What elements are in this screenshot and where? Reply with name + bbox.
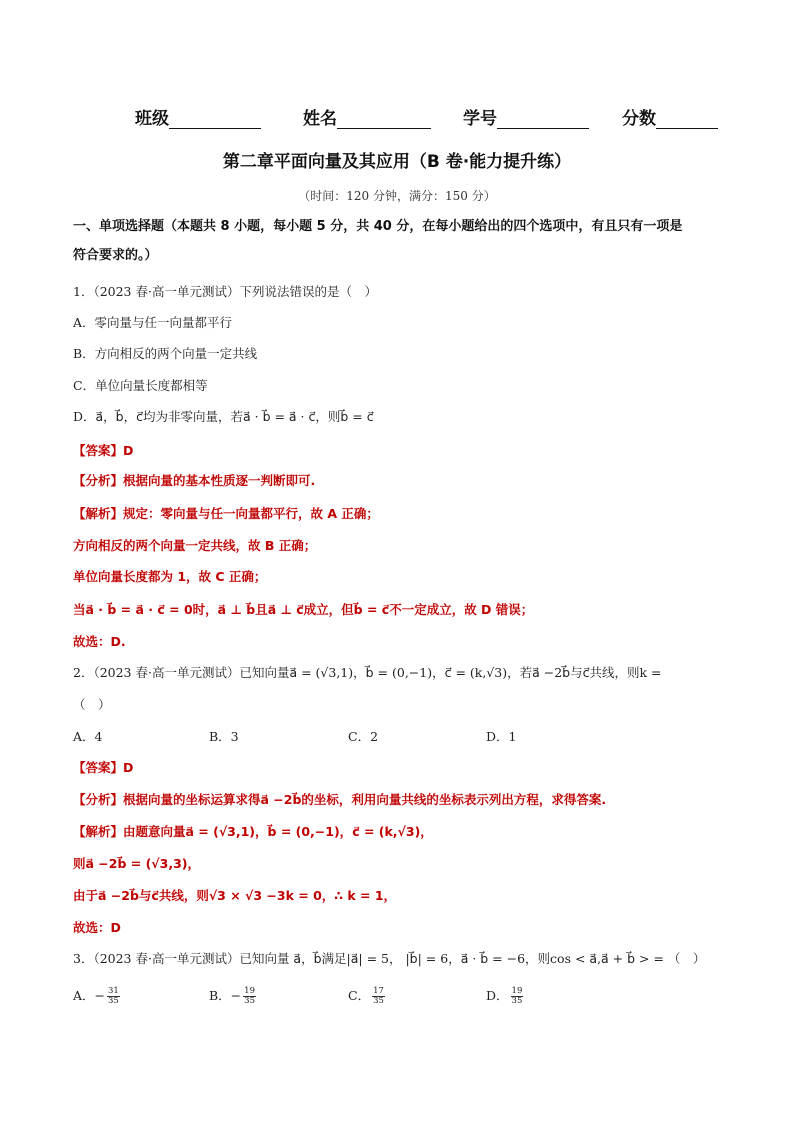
document-title: 第二章平面向量及其应用（B 卷·能力提升练） — [222, 152, 572, 172]
q3-option-c-denominator: 35 — [373, 996, 384, 1006]
class-label: 班级 — [135, 109, 169, 129]
q3-option-c — [348, 987, 385, 1006]
q3-option-a-numerator: 31 — [108, 986, 119, 996]
q3-option-b-prefix: B．− — [209, 988, 242, 1003]
q2-option-d: D．1 — [486, 729, 517, 744]
q1-option-a: A．零向量与任一向量都平行 — [73, 315, 233, 330]
q1-solution-line2: 方向相反的两个向量一定共线，故 B 正确； — [73, 538, 317, 553]
q3-option-a — [73, 987, 120, 1006]
name-label: 姓名 — [303, 109, 337, 129]
q3-option-c-numerator: 17 — [373, 986, 384, 996]
q3-option-b-denominator: 35 — [244, 996, 255, 1006]
q3-option-d — [486, 987, 523, 1006]
q3-option-a-prefix: A．− — [73, 988, 106, 1003]
class-blank — [169, 110, 261, 129]
q3-option-b-numerator: 19 — [244, 986, 255, 996]
student-info-row — [0, 104, 794, 130]
score-field — [622, 104, 718, 129]
student-id-field — [463, 104, 589, 129]
section-heading-line1: 一、单项选择题（本题共 8 小题，每小题 5 分，共 40 分，在每小题给出的四个选项中，有且只有一项是 — [73, 219, 683, 234]
q3-option-b — [209, 987, 256, 1006]
q2-analysis: 【分析】根据向量的坐标运算求得a⃗ −2b⃗的坐标，利用向量共线的坐标表示列出方程，求得答案. — [73, 792, 607, 807]
q1-solution-line4: 当a⃗ · b⃗ = a⃗ · c⃗ = 0时，a⃗ ⊥ b⃗且a⃗ ⊥ c⃗成立，但b⃗ = c⃗不一定成立，故 D 错误； — [73, 602, 534, 617]
q3-option-d-denominator: 35 — [511, 996, 523, 1006]
q2-stem: 2．（2023 春·高一单元测试）已知向量a⃗ = (√3,1)，b⃗ = (0,−1)，c⃗ = (k,√3)，若a⃗ −2b⃗与c⃗共线，则k = — [73, 665, 662, 680]
q2-paren: （ ） — [73, 697, 111, 712]
score-label: 分数 — [622, 109, 656, 129]
q2-solution-line1: 【解析】由题意向量a⃗ = (√3,1)，b⃗ = (0,−1)，c⃗ = (k,√3)， — [73, 824, 433, 839]
name-blank — [337, 110, 431, 129]
score-blank — [656, 110, 718, 129]
q2-solution-line2: 则a⃗ −2b⃗ = (√3,3)， — [73, 856, 200, 871]
class-field — [135, 104, 261, 129]
q3-option-a-fraction — [107, 987, 120, 1006]
q1-stem: 1．（2023 春·高一单元测试）下列说法错误的是（ ） — [73, 284, 377, 299]
q1-choice: 故选：D. — [73, 634, 126, 649]
name-field — [303, 104, 431, 129]
student-id-blank — [497, 110, 589, 129]
q3-option-d-prefix: D． — [486, 988, 509, 1003]
q2-choice: 故选：D — [73, 920, 121, 935]
q3-stem: 3．（2023 春·高一单元测试）已知向量 a⃗，b⃗满足|a⃗| = 5， |b⃗| = 6，a⃗ · b⃗ = −6，则cos < a⃗,a⃗ + b⃗ > = （ ） — [73, 951, 706, 966]
q2-solution-line3: 由于a⃗ −2b⃗与c⃗共线，则√3 × √3 −3k = 0，∴ k = 1， — [73, 888, 397, 903]
q1-option-c: C．单位向量长度都相等 — [73, 378, 208, 393]
q2-option-b: B．3 — [209, 729, 239, 744]
student-id-label: 学号 — [463, 109, 497, 129]
q1-answer: 【答案】D — [73, 443, 134, 458]
q1-option-b: B．方向相反的两个向量一定共线 — [73, 346, 258, 361]
section-heading-line2: 符合要求的。） — [73, 248, 158, 263]
q3-option-d-fraction — [511, 987, 524, 1006]
q3-option-d-numerator: 19 — [511, 986, 523, 996]
q1-analysis: 【分析】根据向量的基本性质逐一判断即可. — [73, 473, 316, 488]
q2-answer: 【答案】D — [73, 760, 134, 775]
q3-option-a-denominator: 35 — [108, 996, 119, 1006]
q2-option-c: C．2 — [348, 729, 379, 744]
q3-option-c-fraction — [372, 987, 385, 1006]
q1-option-d: D．a⃗，b⃗，c⃗均为非零向量，若a⃗ · b⃗ = a⃗ · c⃗，则b⃗ = c⃗ — [73, 409, 374, 424]
q1-solution-line1: 【解析】规定：零向量与任一向量都平行，故 A 正确； — [73, 506, 379, 521]
exam-info: （时间：120 分钟，满分：150 分） — [298, 189, 496, 203]
q3-option-c-prefix: C． — [348, 988, 371, 1003]
q2-option-a: A．4 — [73, 729, 103, 744]
q1-solution-line3: 单位向量长度都为 1，故 C 正确； — [73, 569, 267, 584]
q3-option-b-fraction — [243, 987, 256, 1006]
